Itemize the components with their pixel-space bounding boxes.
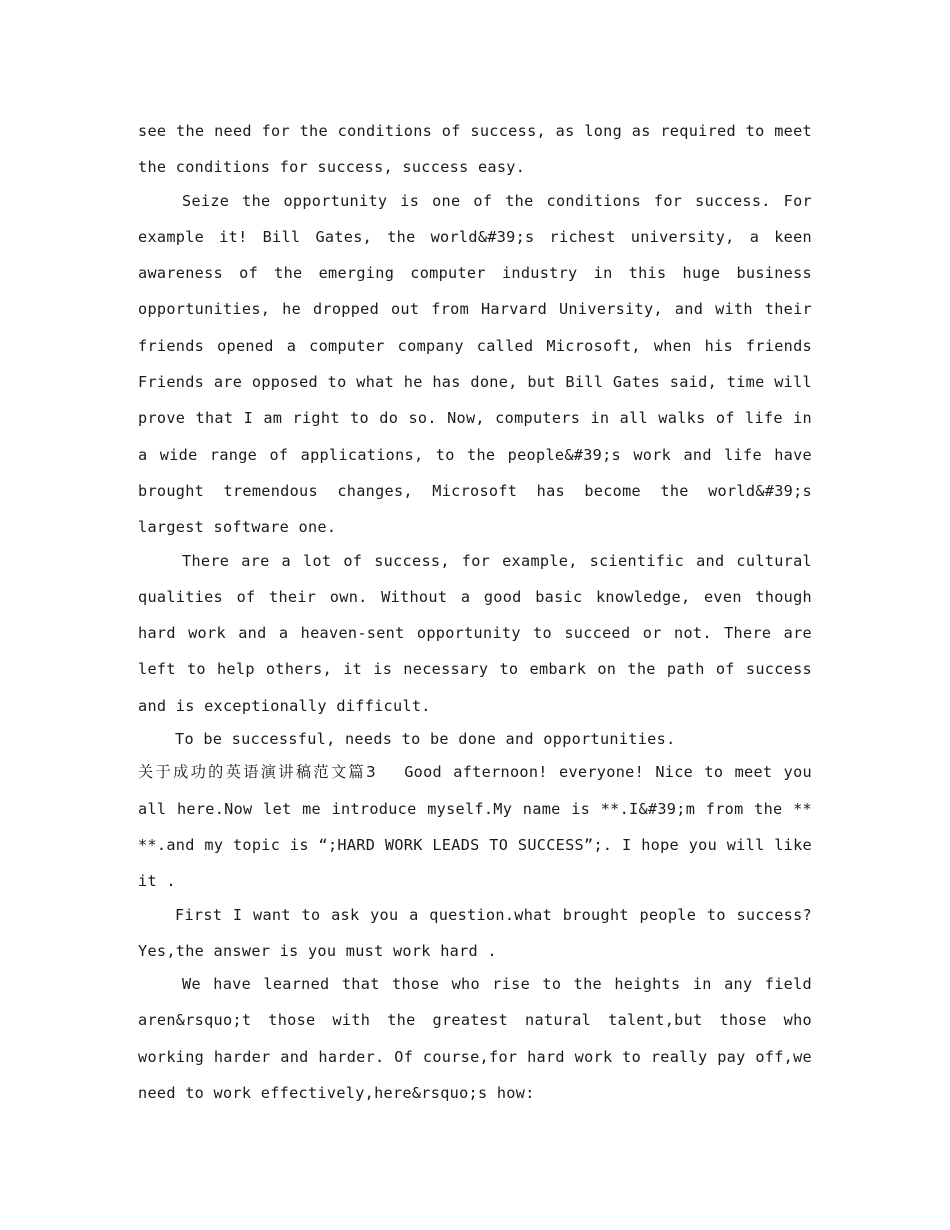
- paragraph-4: To be successful, needs to be done and opportunities.: [175, 730, 676, 749]
- paragraph-7: We have learned that those who rise to the heights in any field aren&rsquo;t those with the greatest natural talent,but those who working harder and harder. Of course,for hard work to really pay off,we need to work effectively,here&rsquo;s how:: [138, 975, 812, 1103]
- paragraph-5: [138, 754, 812, 899]
- paragraph-2: Seize the opportunity is one of the conditions for success. For example it! Bill Gates, the world&#39;s richest university, a keen awareness of the emerging computer industry in this huge business opportunities, he dropped out from Harvard University, and with their friends opened a computer company called Microsoft, when his friends Friends are opposed to what he has done, but Bill Gates said, time will prove that I am right to do so. Now, computers in all walks of life in a wide range of applications, to the people&#39;s work and life have brought tremendous changes, Microsoft has become the world&#39;s largest software one.: [138, 191, 812, 537]
- section-heading: 关于成功的英语演讲稿范文篇3: [138, 763, 377, 782]
- paragraph-5-text: Good afternoon! everyone! Nice to meet you all here.Now let me introduce myself.My name is **.I&#39;m from the ** **.and my topic is “;HARD WORK LEADS TO SUCCESS”;. I hope you will like it .: [138, 763, 812, 891]
- paragraph-3: There are a lot of success, for example, scientific and cultural qualities of their own. Without a good basic knowledge, even though hard work and a heaven-sent opportunity to succeed or not. There are left to help others, it is necessary to embark on the path of success and is exceptionally difficult.: [138, 551, 812, 715]
- paragraph-1: see the need for the conditions of success, as long as required to meet the conditions for success, success easy.: [138, 122, 812, 177]
- document-page: [138, 113, 812, 1111]
- paragraph-6: First I want to ask you a question.what brought people to success? Yes,the answer is you must work hard .: [138, 905, 812, 960]
